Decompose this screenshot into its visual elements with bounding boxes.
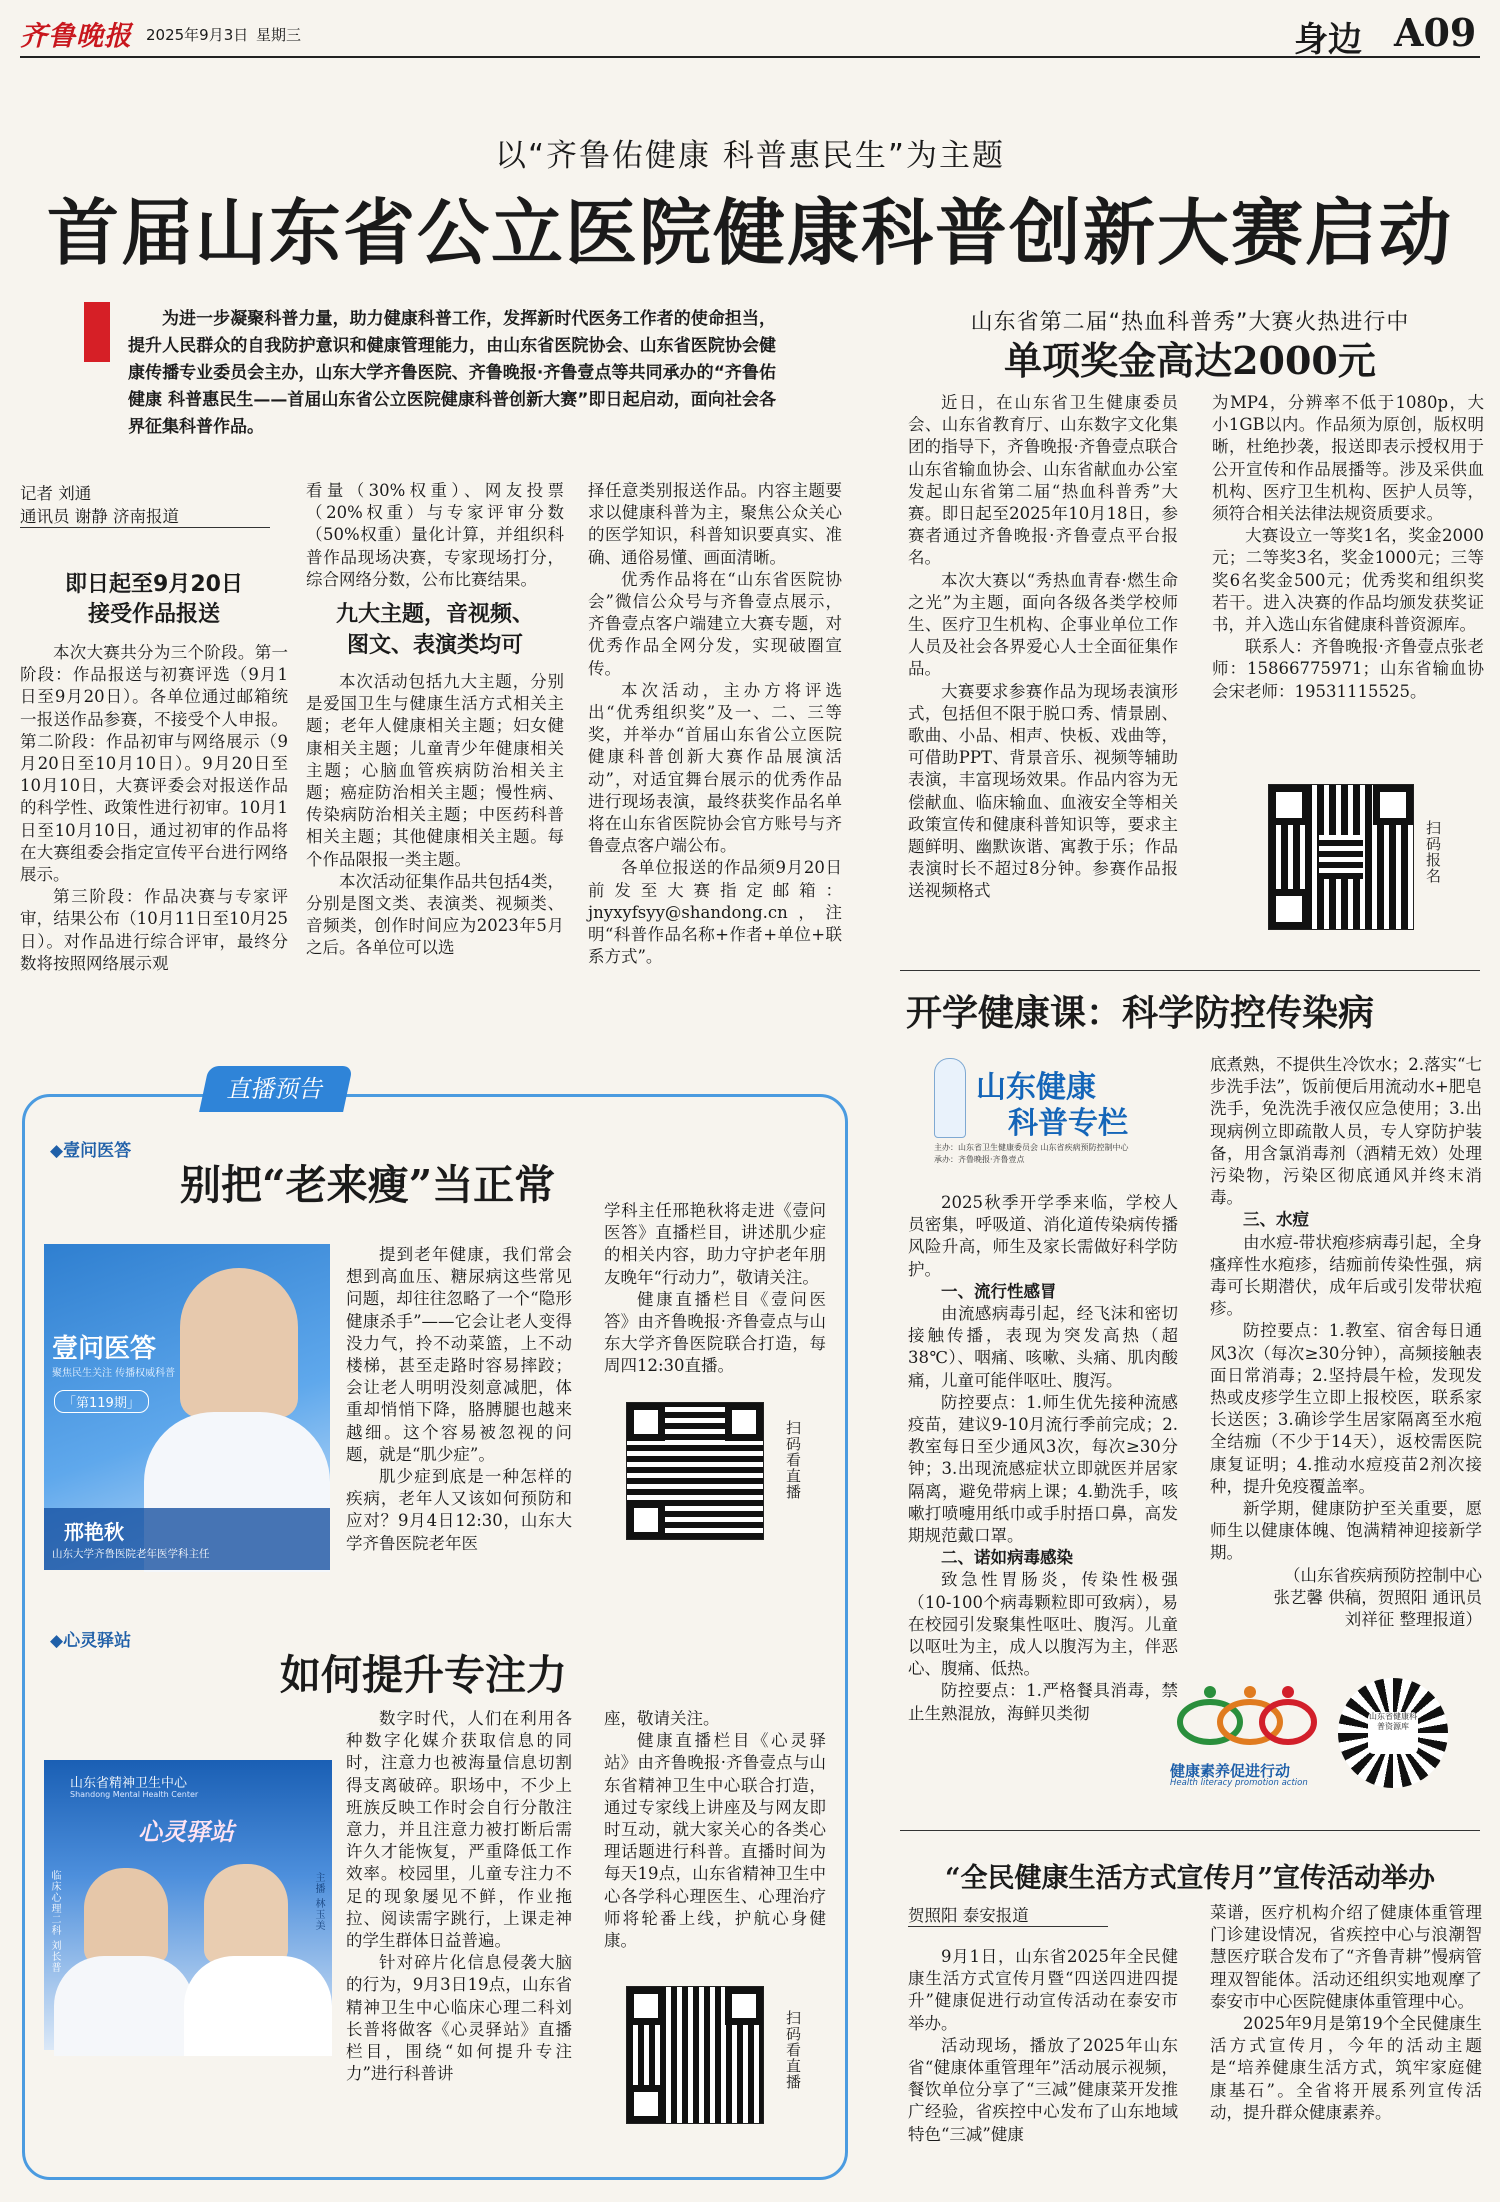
live-s2-qr-code[interactable]	[626, 1986, 764, 2124]
lead-col1	[20, 642, 288, 1020]
card2-org-en: Shandong Mental Health Center	[70, 1790, 199, 1799]
resource-qr-badge[interactable]	[1338, 1678, 1448, 1788]
sub2-line2: 图文、表演类均可	[346, 633, 523, 659]
logo-sponsor2: 承办：齐鲁晚报·齐鲁壹点	[934, 1155, 1025, 1164]
school-colA-p4: 致急性胃肠炎，传染性极强（10-100个病毒颗粒即可致病），易在校园引发聚集性呕吐、腹泻。儿童以呕吐为主，成人以腹泻为主，伴恶心、腹痛、低热。	[908, 1570, 1178, 1679]
live-s1-colB-p1: 学科主任邢艳秋将走进《壹问医答》直播栏目，讲述肌少症的相关内容，助力守护老年朋友晚年“行动力”，敬请关注。	[604, 1201, 826, 1287]
month-colA-p1: 9月1日，山东省2025年全民健康生活方式宣传月暨“四送四进四提升”健康促进行动宣传活动在泰安市举办。	[908, 1947, 1178, 2033]
school-credit1: （山东省疾病预防控制中心	[1284, 1565, 1482, 1585]
lead-kicker: 以“齐鲁佑健康 科普惠民生”为主题	[495, 138, 1005, 174]
card2-org: 山东省精神卫生中心	[70, 1776, 188, 1791]
school-heading1: 一、流行性感冒	[941, 1281, 1057, 1301]
section-name: 身边	[1294, 20, 1362, 60]
live-s1-colB-p2: 健康直播栏目《壹问医答》由齐鲁晚报·齐鲁壹点与山东大学齐鲁医院联合打造，每周四12:30直播。	[604, 1289, 826, 1376]
sub1-line2: 接受作品报送	[87, 602, 220, 627]
contest-colB-p3: 联系人：齐鲁晚报·齐鲁壹点张老师：15866775971；山东省输血协会宋老师：19531115525。	[1212, 637, 1484, 701]
masthead-rule	[20, 56, 1480, 58]
contest-qr-code[interactable]	[1268, 784, 1414, 930]
contest-colB	[1212, 392, 1484, 764]
live-s1-colA-p2: 肌少症到底是一种怎样的疾病，老年人又该如何预防和应对？9月4日12:30，山东大学齐鲁医院老年医	[346, 1467, 572, 1553]
school-heading3: 三、水痘	[1243, 1210, 1309, 1230]
school-headline: 开学健康课：科学防控传染病	[906, 992, 1375, 1034]
lead-col3	[588, 480, 842, 1020]
running-figures-icon	[1170, 1678, 1318, 1758]
school-colB-p3: 防控要点：1.教室、宿舍每日通风3次（每次≥30分钟），高频接触表面日常消毒；2.坚持晨午检，发现发热或皮疹学生立即上报校医，联系家长送医；3.确诊学生居家隔离至水疱全结痂（不少于14天），返校需医院康复证明；4.推动水痘疫苗2剂次接种，提升免疫覆盖率。	[1210, 1321, 1482, 1496]
live-section1-label: ◆壹问医答	[50, 1141, 132, 1161]
contest-kicker: 山东省第二届“热血科普秀”大赛火热进行中	[970, 310, 1410, 335]
right-divider-2	[900, 1830, 1480, 1831]
live-s2-colB-p1: 座，敬请关注。	[604, 1709, 720, 1728]
school-colA-p1: 2025秋季开学季来临，学校人员密集，呼吸道、消化道传染病传播风险升高，师生及家长需做好科学防护。	[908, 1193, 1178, 1279]
red-marker	[84, 302, 110, 362]
month-headline: “全民健康生活方式宣传月”宣传活动举办	[944, 1863, 1436, 1894]
card2-coat-right	[184, 1956, 332, 2056]
live-tab: 直播预告	[199, 1066, 353, 1112]
card2-portrait-right	[204, 1864, 288, 1964]
school-colB-p1: 底煮熟，不提供生冷饮水；2.落实“七步洗手法”，饭前便后用流动水+肥皂洗手，免洗洗手液仅应急使用；3.出现病例立即疏散人员，专人穿防护装备，用含氯消毒剂（酒精无效）处理污染物，污染区彻底通风并终末消毒。	[1210, 1055, 1482, 1208]
live-title2: 如何提升专注力	[280, 1651, 567, 1699]
contest-colB-p1: 为MP4，分辨率不低于1080p，大小1GB以内。作品须为原创，版权明晰，杜绝抄袭，报送即表示授权用于公开宣传和作品展播等。涉及采供血机构、医疗卫生机构、医护人员等，须符合相关法律法规资质要求。	[1212, 393, 1484, 524]
card1-logo: 壹问医答	[52, 1334, 157, 1364]
card2-right-label: 主播 林玉美	[313, 1872, 324, 1932]
lead-col3-p4: 各单位报送的作品须9月20日前发至大赛指定邮箱：jnyxyfsyy@shandong.cn，注明“科普作品名称+作者+单位+联系方式”。	[588, 858, 842, 967]
masthead	[0, 0, 1500, 58]
lead-intro-text: 为进一步凝聚科普力量，助力健康科普工作，发挥新时代医务工作者的使命担当，提升人民群众的自我防护意识和健康管理能力，由山东省医院协会、山东省医院协会健康传播专业委员会主办，山东大学齐鲁医院、齐鲁晚报·齐鲁壹点等共同承办的“齐鲁佑健康 科普惠民生——首届山东省公立医院健康科普创新大赛”即日起启动，面向社会各界征集科普作品。	[128, 309, 776, 437]
lead-col2	[306, 480, 564, 1020]
health-literacy-logo	[1170, 1678, 1318, 1790]
right-divider-1	[900, 970, 1480, 971]
lead-col3-p3: 本次活动，主办方将评选出“优秀组织奖”及一、二、三等奖，并举办“首届山东省公立医院健康科普创新大赛作品展演活动”，对适宜舞台展示的优秀作品进行现场表演，最终获奖作品名单将在山东省医院协会官方账号与齐鲁壹点客户端公布。	[588, 680, 842, 856]
live-s2-colA-p1: 数字时代，人们在利用各种数字化媒介获取信息的同时，注意力也被海量信息切割得支离破碎。职场中，不少上班族反映工作时会自行分散注意力，并且注意力被打断后需许久才能恢复，严重降低工作效率。校园里，儿童专注力不足的现象屡见不鲜，作业拖拉、阅读需字跳行，上课走神的学生群体日益普遍。	[346, 1709, 572, 1951]
card2-left-label: 临床心理二科 刘长普	[49, 1870, 60, 1974]
card1-nameplate	[44, 1508, 330, 1570]
lead-col2-p3: 本次活动征集作品共包括4类，分别是图文类、表演类、视频类、音频类，创作时间应为2023年5月之后。各单位可以选	[306, 871, 564, 958]
paper-name: 齐鲁晚报	[20, 21, 132, 52]
byline-rule	[20, 527, 270, 528]
live-section2-label: ◆心灵驿站	[50, 1631, 132, 1651]
issue-weekday: 星期三	[256, 26, 302, 44]
school-credit3: 刘祥征 整理报道）	[1344, 1610, 1482, 1630]
month-colA-p2: 活动现场，播放了2025年山东省“健康体重管理年”活动展示视频，餐饮单位分享了“三减”健康菜开发推广经验，省疾控中心发布了山东地域特色“三减”健康	[908, 2035, 1178, 2144]
school-heading2: 二、诺如病毒感染	[941, 1548, 1073, 1568]
live-s2-colA	[346, 1708, 572, 2158]
live-s1-colB	[604, 1200, 826, 1376]
science-column-logo	[916, 1054, 1186, 1166]
byline-correspondent: 通讯员 谢静 济南报道	[20, 507, 179, 526]
live-s1-colA	[346, 1244, 572, 1580]
school-colA	[908, 1192, 1178, 1752]
school-colA-p5: 防控要点：1.严格餐具消毒，禁止生熟混放，海鲜贝类彻	[908, 1681, 1178, 1723]
contest-headline: 单项奖金高达2000元	[1004, 338, 1376, 383]
logo-sponsor1: 主办：山东省卫生健康委员会 山东省疾病预防控制中心	[934, 1143, 1129, 1152]
lead-col3-p1: 择任意类别报送作品。内容主题要求以健康科普为主，聚焦公众关心的医学知识，科普知识要真实、准确、通俗易懂、画面清晰。	[588, 481, 842, 567]
lead-col2-p1: 看量（30%权重）、网友投票（20%权重）与专家评审分数（50%权重）量化计算，并组织科普作品现场决赛，专家现场打分，综合网络分数，公布比赛结果。	[306, 481, 564, 589]
logo-line1: 山东健康	[976, 1070, 1096, 1105]
promo-subtitle: Health literacy promotion action	[1170, 1778, 1308, 1788]
promo-title: 健康素养促进行动	[1170, 1762, 1291, 1780]
contest-colA-p1: 近日，在山东省卫生健康委员会、山东省教育厅、山东数字文化集团的指导下，齐鲁晚报·齐鲁壹点联合山东省输血协会、山东省献血办公室发起山东省第二届“热血科普秀”大赛。即日起至2025年10月18日，参赛者通过齐鲁晚报·齐鲁壹点平台报名。	[908, 393, 1178, 568]
contest-colB-p2: 大赛设立一等奖1名，奖金2000元；二等奖3名，奖金1000元；三等奖6名奖金500元；优秀奖和组织奖若干。进入决赛的作品均颁发获奖证书，并入选山东省健康科普资源库。	[1212, 526, 1484, 635]
month-colB-p1: 菜谱，医疗机构介绍了健康体重管理门诊建设情况，省疾控中心与浪潮智慧医疗联合发布了“齐鲁青耕”慢病管理双智能体。活动还组织实地观摩了泰安市中心医院健康体重管理中心。	[1210, 1903, 1482, 2011]
page-number: A09	[1394, 10, 1477, 55]
contest-colA	[908, 392, 1178, 952]
live-s2-colA-p2: 针对碎片化信息侵袭大脑的行为，9月3日19点，山东省精神卫生中心临床心理二科刘长普将做客《心灵驿站》直播栏目，围绕“如何提升专注力”进行科普讲	[346, 1953, 572, 2084]
card1-title: 山东大学齐鲁医院老年医学科主任	[52, 1548, 210, 1560]
school-colB	[1210, 1054, 1482, 1634]
contest-colA-p3: 大赛要求参赛作品为现场表演形式，包括但不限于脱口秀、情景剧、歌曲、小品、相声、快板、戏曲等，可借助PPT、背景音乐、视频等辅助表演，丰富现场效果。作品内容为无偿献血、临床输血、血液安全等相关政策宣传和健康科普知识等，要求主题鲜明、幽默诙谐、寓教于乐；作品表演时长不超过8分钟。参赛作品报送视频格式	[908, 681, 1178, 901]
month-colB	[1210, 1902, 1482, 2182]
contest-qr-caption: 扫码报名	[1424, 820, 1442, 884]
card2-coat-left	[54, 1956, 194, 2056]
live-s2-qr-caption: 扫码看直播	[784, 2010, 802, 2090]
lead-headline: 首届山东省公立医院健康科普创新大赛启动	[46, 190, 1453, 275]
lead-col1-p1: 本次大赛共分为三个阶段。第一阶段：作品报送与初赛评选（9月1日至9月20日）。各单位通过邮箱统一报送作品参赛，不接受个人申报。第二阶段：作品初审与网络展示（9月20日至10月10日）。9月20日至10月10日，大赛评委会对报送作品的科学性、政策性进行初审。10月1日至10月10日，通过初审的作品将在大赛组委会指定宣传平台进行网络展示。	[20, 643, 288, 885]
live-s2-colB	[604, 1708, 826, 1951]
sub2-line1: 九大主题，音视频、	[335, 602, 534, 628]
card1-name: 邢艳秋	[64, 1520, 124, 1544]
logo-line2: 科普专栏	[1008, 1106, 1128, 1141]
month-byline-rule	[908, 1926, 1108, 1927]
resource-qr-caption: 山东省健康科普资源库	[1368, 1712, 1418, 1754]
month-byline: 贺照阳 泰安报道	[908, 1906, 1029, 1925]
school-colB-p2: 由水痘-带状疱疹病毒引起，全身瘙痒性水疱疹，结痂前传染性强，病毒可长期潜伏，成年后或引发带状疱疹。	[1210, 1232, 1482, 1319]
card1-portrait	[180, 1268, 298, 1418]
card2-logo: 心灵驿站	[138, 1817, 234, 1846]
live-s1-qr-code[interactable]	[626, 1402, 764, 1540]
lead-col2-p2: 本次活动包括九大主题，分别是爱国卫生与健康生活方式相关主题；老年人健康相关主题；妇女健康相关主题；儿童青少年健康相关主题；心脑血管疾病防治相关主题；癌症防治相关主题；慢性病、传染病防治相关主题；中医药科普相关主题；其他健康相关主题。每个作品限报一类主题。	[306, 672, 564, 869]
card1-tag: 聚焦民生关注 传播权威科普	[52, 1368, 176, 1379]
lead-col1-p2: 第三阶段：作品决赛与专家评审，结果公布（10月11日至10月25日）。对作品进行综合评审，最终分数将按照网络展示观	[20, 887, 288, 973]
live-title1: 别把“老来瘦”当正常	[180, 1161, 556, 1209]
byline-reporter: 记者 刘通	[20, 484, 92, 503]
live-s2-colB-p2: 健康直播栏目《心灵驿站》由齐鲁晚报·齐鲁壹点与山东省精神卫生中心联合打造，通过专家线上讲座及与网友即时互动，就大家关心的各类心理话题进行科普。直播时间为每天19点，山东省精神卫生中心各学科心理医生、心理治疗师将轮番上线，护航心身健康。	[604, 1731, 826, 1951]
school-colA-p2: 由流感病毒引起，经飞沫和密切接触传播，表现为突发高热（超38℃）、咽痛、咳嗽、头痛、肌肉酸痛，儿童可能伴呕吐、腹泻。	[908, 1304, 1178, 1390]
card1-issue: 「第119期」	[54, 1390, 149, 1413]
issue-date: 2025年9月3日	[146, 26, 249, 44]
sub1-line1: 即日起至9月20日	[65, 572, 243, 597]
month-colB-p2: 2025年9月是第19个全民健康生活方式宣传月，今年的活动主题是“培养健康生活方式，筑牢家庭健康基石”。全省将开展系列宣传活动，提升群众健康素养。	[1210, 2014, 1482, 2122]
live-s1-colA-p1: 提到老年健康，我们常会想到高血压、糖尿病这些常见问题，却往往忽略了一个“隐形健康杀手”——它会让老人变得没力气，拎不动菜篮，上不动楼梯，甚至走路时容易摔跤；会让老人明明没刻意减肥，体重却悄悄下降，胳膊腿也越来越细。这个容易被忽视的问题，就是“肌少症”。	[346, 1245, 572, 1464]
month-colA	[908, 1946, 1178, 2178]
school-credit2: 张艺馨 供稿，贺照阳 通讯员	[1273, 1587, 1482, 1607]
lead-col3-p2: 优秀作品将在“山东省医院协会”微信公众号与齐鲁壹点展示，齐鲁壹点客户端建立大赛专题，对优秀作品全网分发，实现破圈宣传。	[588, 569, 842, 678]
card2-portrait-left	[84, 1868, 168, 1964]
live-s1-qr-caption: 扫码看直播	[784, 1420, 802, 1500]
school-colA-p3: 防控要点：1.师生优先接种流感疫苗，建议9-10月流行季前完成；2.教室每日至少通风3次，每次≥30分钟；3.出现流感症状立即就医并居家隔离，避免带病上课；4.勤洗手，咳嗽打喷嚏用纸巾或手肘捂口鼻，高发期规范戴口罩。	[908, 1392, 1178, 1546]
card2-image	[44, 1760, 332, 2050]
doctor-figure-icon	[934, 1058, 966, 1138]
school-colB-p4: 新学期，健康防护至关重要，愿师生以健康体魄、饱满精神迎接新学期。	[1210, 1499, 1482, 1563]
contest-colA-p2: 本次大赛以“秀热血青春·燃生命之光”为主题，面向各级各类学校师生、医疗卫生机构、企事业单位工作人员及社会各界爱心人士全面征集作品。	[908, 570, 1178, 679]
lead-intro	[128, 306, 776, 441]
card1-image	[44, 1244, 330, 1570]
